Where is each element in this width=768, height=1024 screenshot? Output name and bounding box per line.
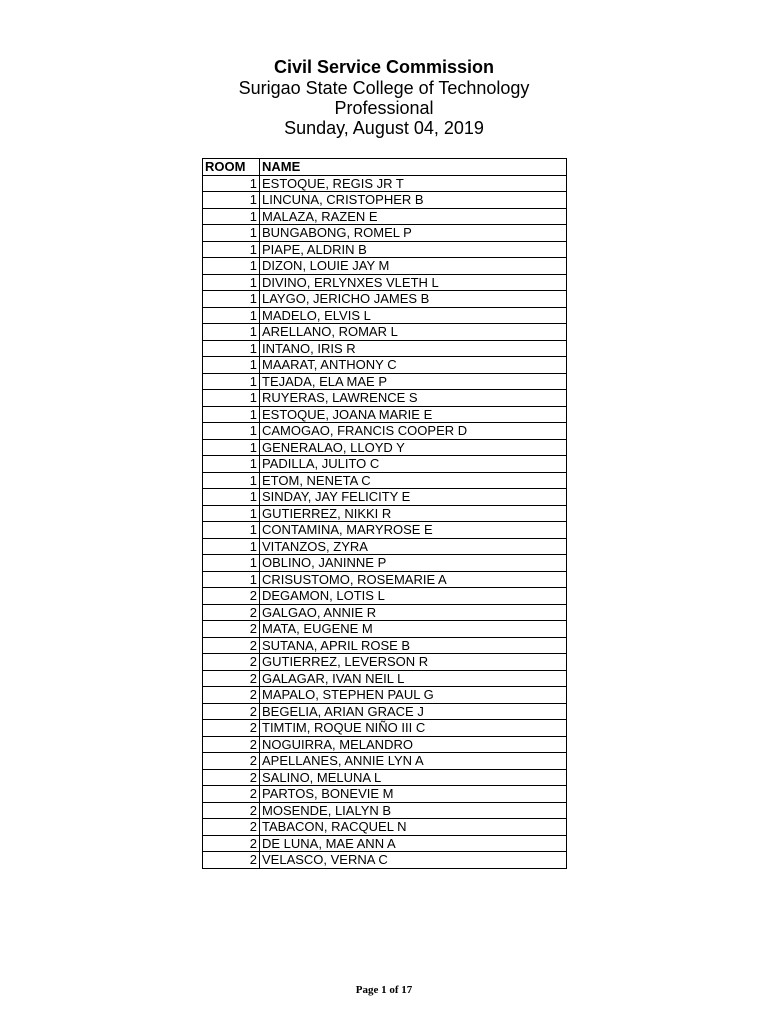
- table-row: [203, 291, 567, 308]
- table-row: [203, 241, 567, 258]
- room-number-cell: 2: [203, 769, 260, 786]
- exam-level: Professional: [334, 98, 434, 118]
- exam-date: Sunday, August 04, 2019: [284, 118, 484, 138]
- examinee-name-cell: CONTAMINA, MARYROSE E: [260, 522, 567, 539]
- table-row: [203, 307, 567, 324]
- room-number-cell: 1: [203, 522, 260, 539]
- room-number-cell: 1: [203, 192, 260, 209]
- room-number-cell: 1: [203, 324, 260, 341]
- examinee-name-cell: GUTIERREZ, LEVERSON R: [260, 654, 567, 671]
- room-number-cell: 1: [203, 489, 260, 506]
- examinee-name-cell: NOGUIRRA, MELANDRO: [260, 736, 567, 753]
- examinee-name-cell: GENERALAO, LLOYD Y: [260, 439, 567, 456]
- table-row: [203, 505, 567, 522]
- examinee-name-cell: DE LUNA, MAE ANN A: [260, 835, 567, 852]
- room-number-cell: 1: [203, 175, 260, 192]
- room-number-cell: 2: [203, 802, 260, 819]
- examinee-name-cell: GUTIERREZ, NIKKI R: [260, 505, 567, 522]
- room-number-cell: 2: [203, 621, 260, 638]
- examinee-name-cell: BEGELIA, ARIAN GRACE J: [260, 703, 567, 720]
- room-number-cell: 1: [203, 373, 260, 390]
- examinee-name-cell: ESTOQUE, JOANA MARIE E: [260, 406, 567, 423]
- room-number-cell: 2: [203, 588, 260, 605]
- examinee-name-cell: DIZON, LOUIE JAY M: [260, 258, 567, 275]
- table-row: [203, 670, 567, 687]
- column-header-name: NAME: [260, 159, 567, 176]
- table-row: [203, 208, 567, 225]
- table-row: [203, 439, 567, 456]
- table-row: [203, 637, 567, 654]
- examinee-name-cell: ARELLANO, ROMAR L: [260, 324, 567, 341]
- table-row: [203, 472, 567, 489]
- room-number-cell: 1: [203, 505, 260, 522]
- table-row: [203, 274, 567, 291]
- table-row: [203, 786, 567, 803]
- table-row: [203, 753, 567, 770]
- table-row: [203, 769, 567, 786]
- examinee-name-cell: TABACON, RACQUEL N: [260, 819, 567, 836]
- examinee-name-cell: VITANZOS, ZYRA: [260, 538, 567, 555]
- examinee-name-cell: MAARAT, ANTHONY C: [260, 357, 567, 374]
- table-row: [203, 489, 567, 506]
- room-number-cell: 1: [203, 439, 260, 456]
- room-number-cell: 2: [203, 835, 260, 852]
- table-row: [203, 703, 567, 720]
- table-row: [203, 852, 567, 869]
- room-number-cell: 1: [203, 406, 260, 423]
- document-title: Civil Service Commission: [273, 57, 495, 77]
- table-row: [203, 835, 567, 852]
- table-row: [203, 736, 567, 753]
- table-row: [203, 588, 567, 605]
- table-row: [203, 802, 567, 819]
- table-row: [203, 373, 567, 390]
- room-number-cell: 2: [203, 753, 260, 770]
- table-row: [203, 175, 567, 192]
- examinee-name-cell: MADELO, ELVIS L: [260, 307, 567, 324]
- table-row: [203, 456, 567, 473]
- table-row: [203, 225, 567, 242]
- room-number-cell: 1: [203, 340, 260, 357]
- room-number-cell: 1: [203, 456, 260, 473]
- table-body: [203, 175, 567, 868]
- table-row: [203, 720, 567, 737]
- room-number-cell: 2: [203, 637, 260, 654]
- examinee-name-cell: ETOM, NENETA C: [260, 472, 567, 489]
- table-row: [203, 406, 567, 423]
- table-row: [203, 555, 567, 572]
- examinee-name-cell: CRISUSTOMO, ROSEMARIE A: [260, 571, 567, 588]
- examinee-name-cell: APELLANES, ANNIE LYN A: [260, 753, 567, 770]
- table-row: [203, 357, 567, 374]
- examinee-name-cell: LINCUNA, CRISTOPHER B: [260, 192, 567, 209]
- table-row: [203, 390, 567, 407]
- room-number-cell: 1: [203, 555, 260, 572]
- examinee-name-cell: PARTOS, BONEVIE M: [260, 786, 567, 803]
- room-assignment-table: [202, 158, 567, 869]
- table-row: [203, 687, 567, 704]
- examinee-name-cell: MOSENDE, LIALYN B: [260, 802, 567, 819]
- room-number-cell: 2: [203, 687, 260, 704]
- examinee-name-cell: TIMTIM, ROQUE NIÑO III C: [260, 720, 567, 737]
- room-number-cell: 2: [203, 736, 260, 753]
- document-header: [0, 57, 768, 138]
- page-number: Page 1 of 17: [355, 984, 413, 996]
- table-row: [203, 571, 567, 588]
- table-row: [203, 538, 567, 555]
- examinee-name-cell: MATA, EUGENE M: [260, 621, 567, 638]
- table-row: [203, 340, 567, 357]
- table-row: [203, 522, 567, 539]
- room-number-cell: 2: [203, 703, 260, 720]
- table-row: [203, 819, 567, 836]
- room-number-cell: 1: [203, 208, 260, 225]
- room-number-cell: 1: [203, 225, 260, 242]
- room-number-cell: 2: [203, 604, 260, 621]
- room-number-cell: 1: [203, 258, 260, 275]
- table-row: [203, 324, 567, 341]
- table-row: [203, 621, 567, 638]
- room-number-cell: 1: [203, 472, 260, 489]
- room-number-cell: 1: [203, 307, 260, 324]
- room-number-cell: 2: [203, 720, 260, 737]
- room-number-cell: 2: [203, 852, 260, 869]
- room-number-cell: 2: [203, 786, 260, 803]
- table-row: [203, 604, 567, 621]
- room-number-cell: 2: [203, 670, 260, 687]
- examinee-name-cell: OBLINO, JANINNE P: [260, 555, 567, 572]
- examinee-name-cell: BUNGABONG, ROMEL P: [260, 225, 567, 242]
- examinee-name-cell: PADILLA, JULITO C: [260, 456, 567, 473]
- examinee-name-cell: SINDAY, JAY FELICITY E: [260, 489, 567, 506]
- column-header-room: ROOM: [203, 159, 260, 176]
- room-number-cell: 1: [203, 274, 260, 291]
- room-number-cell: 2: [203, 654, 260, 671]
- examinee-name-cell: MALAZA, RAZEN E: [260, 208, 567, 225]
- room-number-cell: 1: [203, 571, 260, 588]
- examinee-name-cell: SALINO, MELUNA L: [260, 769, 567, 786]
- examinee-name-cell: DIVINO, ERLYNXES VLETH L: [260, 274, 567, 291]
- room-number-cell: 1: [203, 390, 260, 407]
- examinee-name-cell: CAMOGAO, FRANCIS COOPER D: [260, 423, 567, 440]
- examinee-name-cell: INTANO, IRIS R: [260, 340, 567, 357]
- room-number-cell: 2: [203, 819, 260, 836]
- examinee-name-cell: PIAPE, ALDRIN B: [260, 241, 567, 258]
- examinee-name-cell: RUYERAS, LAWRENCE S: [260, 390, 567, 407]
- room-number-cell: 1: [203, 357, 260, 374]
- table-row: [203, 258, 567, 275]
- examinee-name-cell: LAYGO, JERICHO JAMES B: [260, 291, 567, 308]
- examinee-name-cell: SUTANA, APRIL ROSE B: [260, 637, 567, 654]
- examinee-name-cell: GALGAO, ANNIE R: [260, 604, 567, 621]
- table-row: [203, 423, 567, 440]
- examinee-name-cell: VELASCO, VERNA C: [260, 852, 567, 869]
- venue-name: Surigao State College of Technology: [238, 78, 530, 98]
- table-row: [203, 654, 567, 671]
- examinee-name-cell: ESTOQUE, REGIS JR T: [260, 175, 567, 192]
- examinee-name-cell: DEGAMON, LOTIS L: [260, 588, 567, 605]
- room-number-cell: 1: [203, 241, 260, 258]
- examinee-name-cell: TEJADA, ELA MAE P: [260, 373, 567, 390]
- table-row: [203, 192, 567, 209]
- examinee-name-cell: MAPALO, STEPHEN PAUL G: [260, 687, 567, 704]
- room-number-cell: 1: [203, 291, 260, 308]
- room-number-cell: 1: [203, 423, 260, 440]
- room-number-cell: 1: [203, 538, 260, 555]
- examinee-name-cell: GALAGAR, IVAN NEIL L: [260, 670, 567, 687]
- table-header-row: [203, 159, 567, 176]
